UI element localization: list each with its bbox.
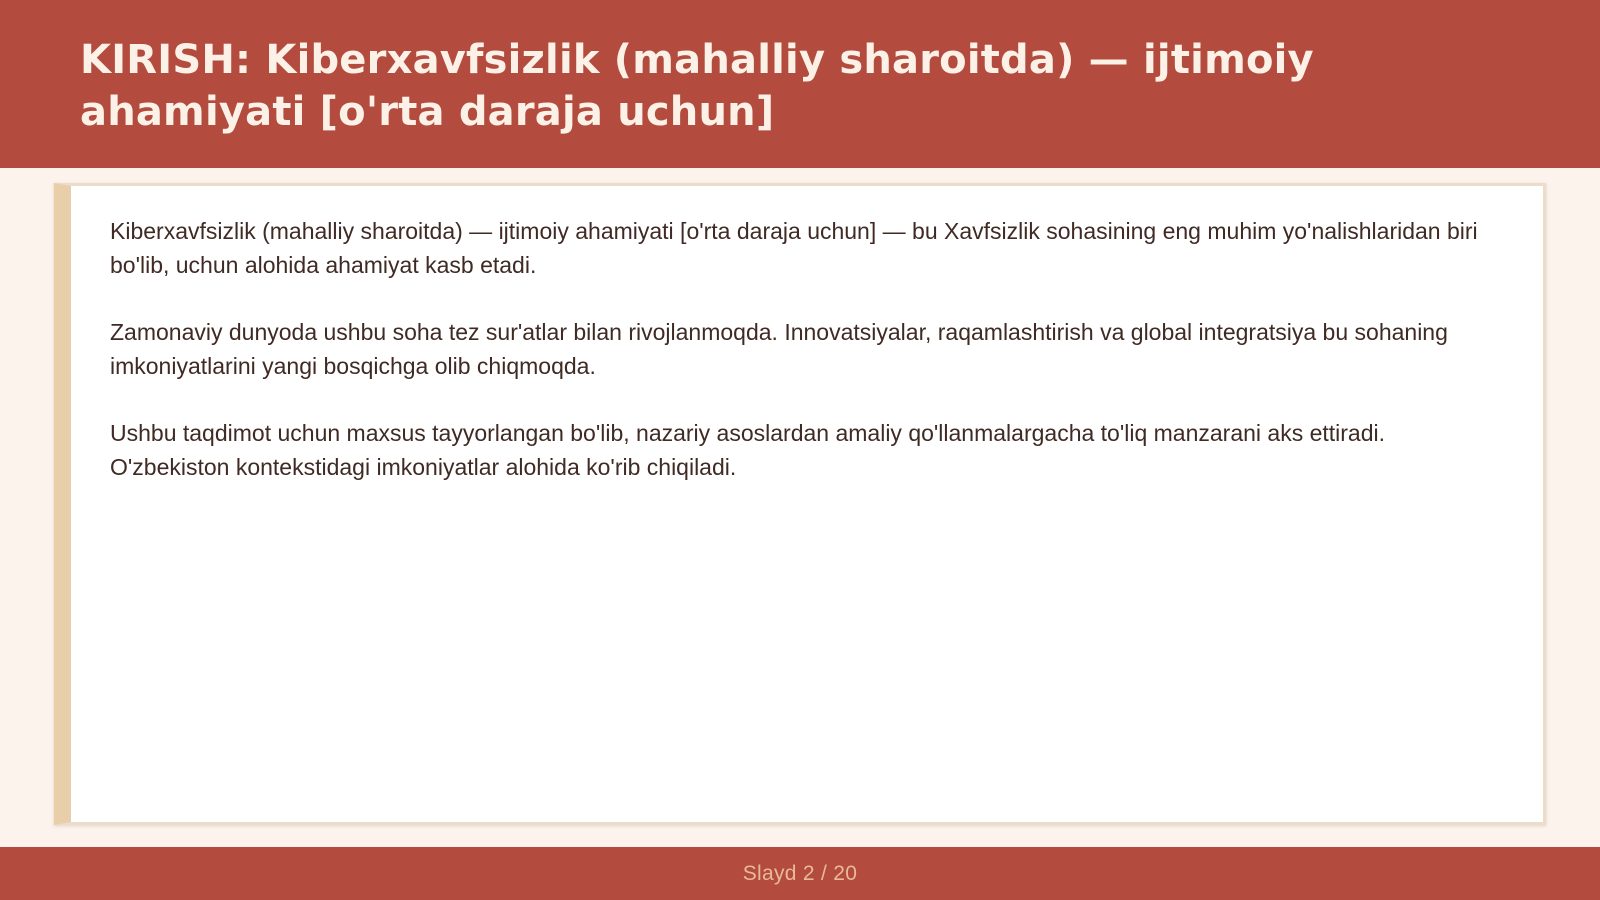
slide-footer [0, 847, 1600, 900]
slide-header [0, 0, 1600, 168]
slide-counter: Slayd 2 / 20 [742, 861, 858, 885]
content-body [110, 214, 1510, 517]
slide-title: KIRISH: Kiberxavfsizlik (mahalliy sharoitda) — ijtimoiy ahamiyati [o'rta daraja uchun] [80, 37, 1314, 135]
content-card [54, 183, 1546, 825]
presentation-paragraph: Ushbu taqdimot uchun maxsus tayyorlangan bo'lib, nazariy asoslardan amaliy qo'llanmalargacha to'liq manzarani aks ettiradi. O'zbekiston kontekstidagi imkoniyatlar alohida ko'rib chiqiladi. [110, 420, 1386, 480]
development-paragraph: Zamonaviy dunyoda ushbu soha tez sur'atlar bilan rivojlanmoqda. Innovatsiyalar, raqamlashtirish va global integratsiya bu sohaning imkoniyatlarini yangi bosqichga olib chiqmoqda. [110, 319, 1448, 379]
intro-paragraph: Kiberxavfsizlik (mahalliy sharoitda) — ijtimoiy ahamiyati [o'rta daraja uchun] — bu Xavfsizlik sohasining eng muhim yo'nalishlaridan biri bo'lib, uchun alohida ahamiyat kasb etadi. [110, 218, 1478, 278]
